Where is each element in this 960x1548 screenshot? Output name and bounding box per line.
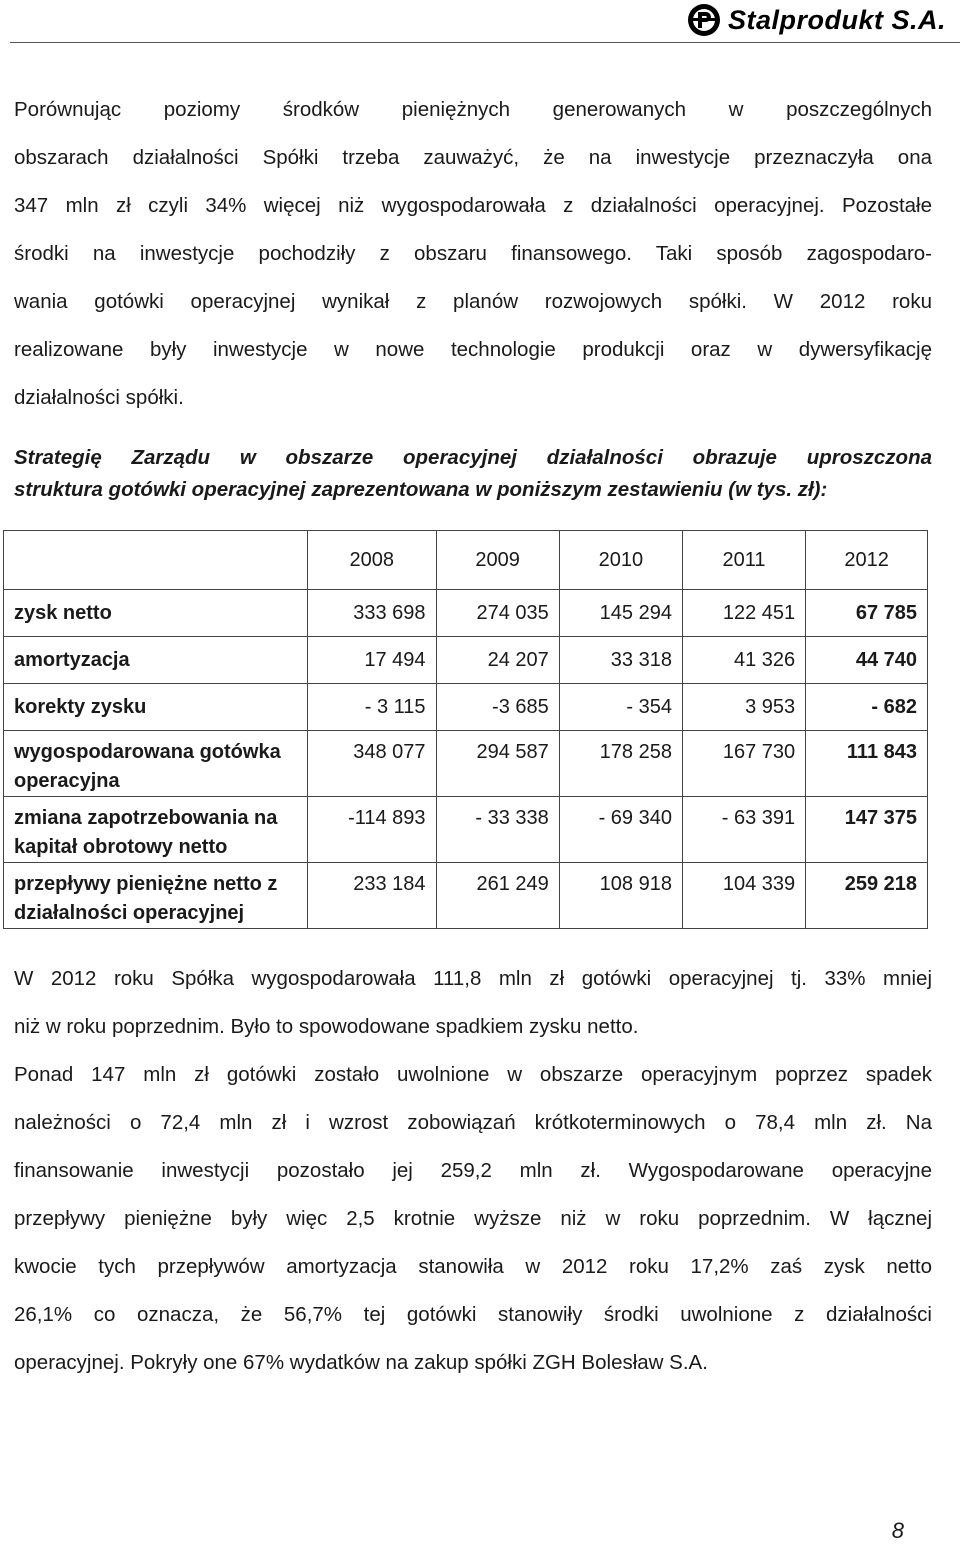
stalprodukt-logo-icon <box>686 2 722 38</box>
table-cell: 348 077 <box>308 731 437 797</box>
text-line: wania gotówki operacyjnej wynikał z planów rozwojowych spółki. W 2012 roku <box>14 290 932 313</box>
text-line: finansowanie inwestycji pozostało jej 259,2 mln zł. Wygospodarowane operacyjne <box>14 1159 932 1182</box>
table-cell: 167 730 <box>682 731 805 797</box>
row-label: zysk netto <box>4 590 308 637</box>
row-label: zmiana zapotrzebowania na kapitał obrotowy netto <box>4 797 308 863</box>
table-cell: 333 698 <box>308 590 437 637</box>
text-line: należności o 72,4 mln zł i wzrost zobowiązań krótkoterminowych o 78,4 mln zł. Na <box>14 1111 932 1134</box>
table-row <box>4 637 928 684</box>
table-cell: 147 375 <box>806 797 928 863</box>
text-line: Porównując poziomy środków pieniężnych generowanych w poszczególnych <box>14 98 932 121</box>
text-line: środki na inwestycje pochodziły z obszaru finansowego. Taki sposób zagospodaro- <box>14 242 932 265</box>
table-cell: 41 326 <box>682 637 805 684</box>
year-header: 2010 <box>559 531 682 590</box>
text-line: niż w roku poprzednim. Było to spowodowane spadkiem zysku netto. <box>14 1015 639 1038</box>
year-header: 2008 <box>308 531 437 590</box>
text-line: przepływy pieniężne były więc 2,5 krotnie wyższe niż w roku poprzednim. W łącznej <box>14 1207 932 1230</box>
table-cell: - 69 340 <box>559 797 682 863</box>
row-label: korekty zysku <box>4 684 308 731</box>
table-cell: 233 184 <box>308 863 437 929</box>
table-header-row <box>4 531 928 590</box>
table-row <box>4 731 928 797</box>
table-row <box>4 684 928 731</box>
table-cell: 17 494 <box>308 637 437 684</box>
text-line: W 2012 roku Spółka wygospodarowała 111,8 mln zł gotówki operacyjnej tj. 33% mniej <box>14 967 932 990</box>
table-cell: 111 843 <box>806 731 928 797</box>
row-label: wygospodarowana gotówka operacyjna <box>4 731 308 797</box>
year-header: 2011 <box>682 531 805 590</box>
logo-text: Stalprodukt S.A. <box>727 4 946 35</box>
year-header: 2012 <box>806 531 928 590</box>
text-line: obszarach działalności Spółki trzeba zauważyć, że na inwestycje przeznaczyła ona <box>14 146 932 169</box>
company-logo <box>686 0 946 40</box>
table-cell: - 3 115 <box>308 684 437 731</box>
table-cell: -114 893 <box>308 797 437 863</box>
text-line: działalności spółki. <box>14 386 184 409</box>
header-rule <box>10 42 960 43</box>
page-number: 8 <box>891 1518 904 1543</box>
text-line: kwocie tych przepływów amortyzacja stanowiła w 2012 roku 17,2% zaś zysk netto <box>14 1255 932 1278</box>
paragraph-strategy <box>14 442 932 506</box>
table-cell: 178 258 <box>559 731 682 797</box>
table-cell: 145 294 <box>559 590 682 637</box>
table-cell: - 354 <box>559 684 682 731</box>
table-row <box>4 590 928 637</box>
row-label: amortyzacja <box>4 637 308 684</box>
text-line: operacyjnej. Pokryły one 67% wydatków na zakup spółki ZGH Bolesław S.A. <box>14 1351 708 1374</box>
table-cell: 24 207 <box>436 637 559 684</box>
text-line: struktura gotówki operacyjnej zaprezentowana w poniższym zestawieniu (w tys. zł): <box>14 478 828 501</box>
paragraph-investments <box>14 86 932 422</box>
text-line: realizowane były inwestycje w nowe technologie produkcji oraz w dywersyfikację <box>14 338 932 361</box>
table-header-blank <box>4 531 308 590</box>
table-cell: 274 035 <box>436 590 559 637</box>
table-cell: 294 587 <box>436 731 559 797</box>
table-cell: 122 451 <box>682 590 805 637</box>
text-line: 26,1% co oznacza, że 56,7% tej gotówki stanowiły środki uwolnione z działalności <box>14 1303 932 1326</box>
table-cell: 261 249 <box>436 863 559 929</box>
row-label: przepływy pieniężne netto z działalności operacyjnej <box>4 863 308 929</box>
paragraph-summary <box>14 955 932 1387</box>
table-cell: 33 318 <box>559 637 682 684</box>
operating-cash-table <box>3 530 928 929</box>
table-cell: - 682 <box>806 684 928 731</box>
text-line: 347 mln zł czyli 34% więcej niż wygospodarowała z działalności operacyjnej. Pozostałe <box>14 194 932 217</box>
table-cell: 67 785 <box>806 590 928 637</box>
text-line: Ponad 147 mln zł gotówki zostało uwolnione w obszarze operacyjnym poprzez spadek <box>14 1063 932 1086</box>
table-cell: 44 740 <box>806 637 928 684</box>
table-cell: -3 685 <box>436 684 559 731</box>
table-cell: 104 339 <box>682 863 805 929</box>
year-header: 2009 <box>436 531 559 590</box>
page-header <box>0 0 960 46</box>
table-cell: 259 218 <box>806 863 928 929</box>
table-cell: - 33 338 <box>436 797 559 863</box>
table-cell: 108 918 <box>559 863 682 929</box>
table-cell: - 63 391 <box>682 797 805 863</box>
table-cell: 3 953 <box>682 684 805 731</box>
table-row <box>4 863 928 929</box>
table-row <box>4 797 928 863</box>
text-line: Strategię Zarządu w obszarze operacyjnej działalności obrazuje uproszczona <box>14 446 932 469</box>
